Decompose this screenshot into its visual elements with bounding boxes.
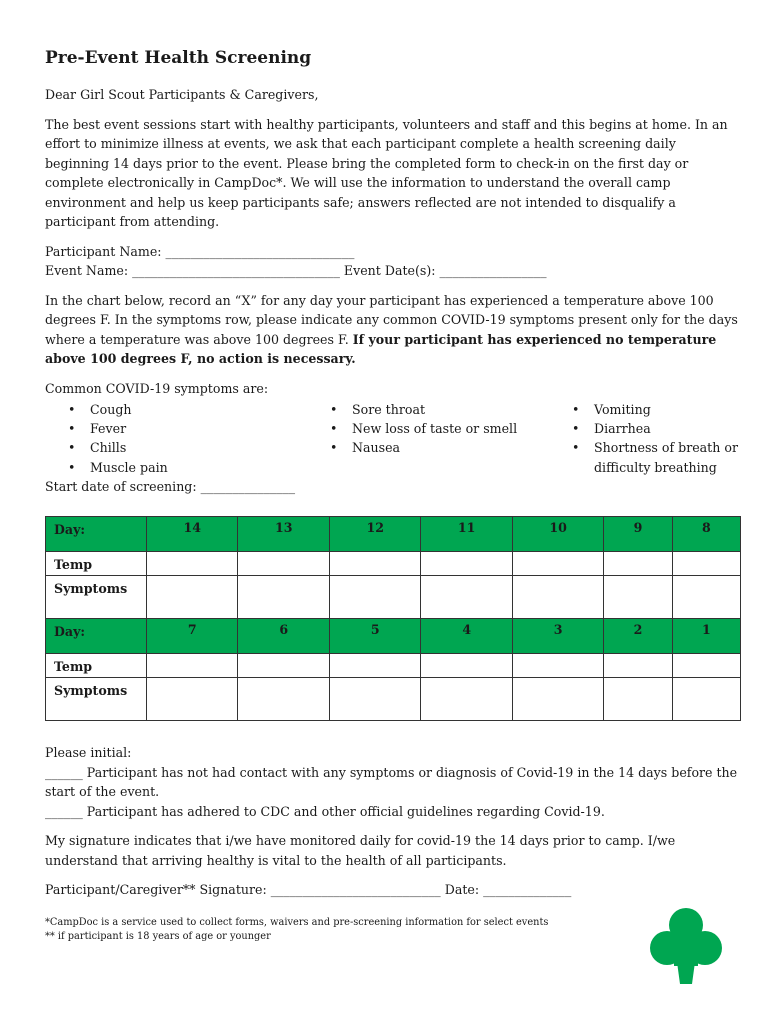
day-label: Day: bbox=[46, 517, 147, 552]
event-line: Event Name: _________________________________ Event Date(s): _________________ bbox=[45, 263, 547, 278]
day-number: 13 bbox=[238, 517, 329, 552]
symptoms-row-week-2 bbox=[46, 678, 741, 721]
symptom-item: • Sore throat bbox=[352, 400, 549, 419]
symptom-item: • Fever bbox=[90, 419, 307, 438]
trefoil-icon bbox=[646, 906, 726, 984]
initial-statement-2: ______ Participant has adhered to CDC and other official guidelines regarding Covid-19. bbox=[45, 803, 605, 819]
temp-row-week-1 bbox=[46, 552, 741, 576]
temp-cell[interactable] bbox=[421, 654, 512, 678]
day-number: 4 bbox=[421, 619, 512, 654]
day-number: 5 bbox=[329, 619, 420, 654]
temp-label: Temp bbox=[46, 654, 147, 678]
symptoms-cell[interactable] bbox=[147, 576, 238, 619]
day-number: 14 bbox=[147, 517, 238, 552]
temp-cell[interactable] bbox=[421, 552, 512, 576]
symptoms-cell[interactable] bbox=[512, 576, 603, 619]
symptom-column-3 bbox=[549, 400, 741, 477]
temp-cell[interactable] bbox=[147, 552, 238, 576]
temp-cell[interactable] bbox=[672, 552, 740, 576]
footnote-2: ** if participant is 18 years of age or younger bbox=[45, 930, 271, 942]
temp-cell[interactable] bbox=[329, 552, 420, 576]
symptom-item: • Chills bbox=[90, 438, 307, 457]
symptom-item: • Vomiting bbox=[594, 400, 741, 419]
symptom-item: • Muscle pain bbox=[90, 458, 307, 477]
document-page bbox=[45, 48, 741, 944]
day-number: 7 bbox=[147, 619, 238, 654]
temp-cell[interactable] bbox=[238, 654, 329, 678]
day-number: 2 bbox=[604, 619, 672, 654]
day-number: 11 bbox=[421, 517, 512, 552]
temp-cell[interactable] bbox=[512, 552, 603, 576]
day-number: 9 bbox=[604, 517, 672, 552]
day-number: 8 bbox=[672, 517, 740, 552]
symptom-item: • Diarrhea bbox=[594, 419, 741, 438]
symptoms-cell[interactable] bbox=[238, 576, 329, 619]
temp-cell[interactable] bbox=[238, 552, 329, 576]
symptoms-label: Symptoms bbox=[46, 678, 147, 721]
chart-instructions-bold: If your participant has experienced no temperature above 100 degrees F, no action is necessary. bbox=[45, 331, 717, 366]
symptoms-cell[interactable] bbox=[329, 678, 420, 721]
symptoms-cell[interactable] bbox=[672, 576, 740, 619]
page-title: Pre-Event Health Screening bbox=[45, 48, 312, 68]
chart-instructions-text: In the chart below, record an “X” for any day your participant has experienced a temperature above 100 degrees F. In the symptoms row, please indicate any common COVID-19 symptoms present only for the days where a temperature was above 100 degrees F. bbox=[45, 292, 738, 347]
symptom-column-2 bbox=[307, 400, 549, 458]
participant-name-line: Participant Name: ______________________________ bbox=[45, 243, 355, 259]
signature-line: Participant/Caregiver** Signature: ___________________________ Date: ______________ bbox=[45, 882, 572, 898]
day-number: 10 bbox=[512, 517, 603, 552]
symptoms-cell[interactable] bbox=[672, 678, 740, 721]
symptoms-cell[interactable] bbox=[604, 576, 672, 619]
symptoms-row-week-1 bbox=[46, 576, 741, 619]
symptom-list bbox=[45, 400, 741, 477]
day-number: 12 bbox=[329, 517, 420, 552]
symptoms-cell[interactable] bbox=[147, 678, 238, 721]
temp-cell[interactable] bbox=[672, 654, 740, 678]
day-number: 6 bbox=[238, 619, 329, 654]
initial-statement-1: ______ Participant has not had contact with any symptoms or diagnosis of Covid-19 in the 14 days before the start of the event. bbox=[45, 764, 738, 800]
symptoms-cell[interactable] bbox=[512, 678, 603, 721]
symptoms-cell[interactable] bbox=[329, 576, 420, 619]
temp-cell[interactable] bbox=[604, 654, 672, 678]
symptom-item: • Nausea bbox=[352, 438, 549, 457]
symptoms-cell[interactable] bbox=[604, 678, 672, 721]
symptoms-cell[interactable] bbox=[421, 576, 512, 619]
signature-statement: My signature indicates that i/we have monitored daily for covid-19 the 14 days prior to camp. I/we understand that arriving healthy is vital to the health of all participants. bbox=[45, 833, 676, 868]
temp-cell[interactable] bbox=[147, 654, 238, 678]
symptom-item: • New loss of taste or smell bbox=[352, 419, 549, 438]
day-row-week-1 bbox=[46, 517, 741, 552]
footnote-1: *CampDoc is a service used to collect forms, waivers and pre-screening information for select events bbox=[45, 916, 549, 928]
symptom-item: • Shortness of breath or difficulty breathing bbox=[594, 438, 741, 476]
day-label: Day: bbox=[46, 619, 147, 654]
symptom-item: • Cough bbox=[90, 400, 307, 419]
greeting: Dear Girl Scout Participants & Caregivers, bbox=[45, 87, 319, 102]
symptoms-label: Symptoms bbox=[46, 576, 147, 619]
symptoms-cell[interactable] bbox=[421, 678, 512, 721]
start-date-line: Start date of screening: _______________ bbox=[45, 478, 296, 494]
temp-row-week-2 bbox=[46, 654, 741, 678]
chart-instructions bbox=[45, 291, 741, 369]
temp-cell[interactable] bbox=[329, 654, 420, 678]
symptom-column-1 bbox=[45, 400, 307, 477]
temp-label: Temp bbox=[46, 552, 147, 576]
day-number: 3 bbox=[512, 619, 603, 654]
screening-table bbox=[45, 516, 741, 721]
initial-heading: Please initial: bbox=[45, 745, 132, 761]
symptoms-cell[interactable] bbox=[238, 678, 329, 721]
day-number: 1 bbox=[672, 619, 740, 654]
temp-cell[interactable] bbox=[512, 654, 603, 678]
footnotes bbox=[45, 916, 741, 944]
temp-cell[interactable] bbox=[604, 552, 672, 576]
day-row-week-2 bbox=[46, 619, 741, 654]
intro-paragraph: The best event sessions start with healthy participants, volunteers and staff and this begins at home. In an effort to minimize illness at events, we ask that each participant complete a health screening daily beginning 14 days prior to the event. Please bring the completed form to check-in on the first day or complete electronically in CampDoc*. We will use the information to understand the overall camp environment and help us keep participants safe; answers reflected are not intended to disqualify a participant from attending. bbox=[45, 116, 728, 229]
symptoms-heading: Common COVID-19 symptoms are: bbox=[45, 380, 269, 396]
